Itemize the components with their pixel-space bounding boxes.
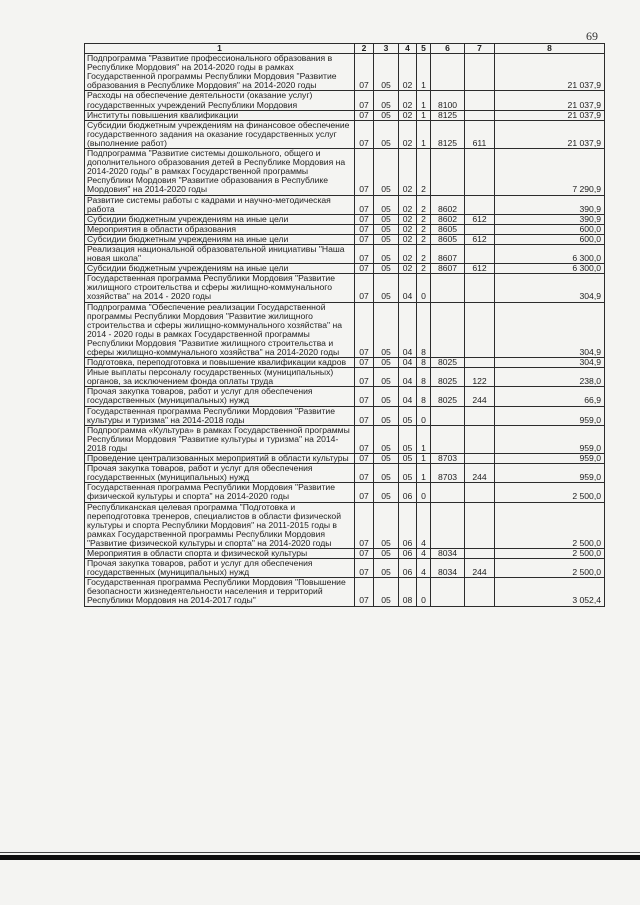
row-code-6 <box>431 425 465 453</box>
row-code-5: 2 <box>417 195 431 214</box>
row-name: Государственная программа Республики Мордовия "Развитие жилищного строительства и сферы жилищно-коммунального хозяйства" на 2014 - 2020 годы <box>85 274 355 302</box>
row-code-7 <box>465 274 495 302</box>
row-code-7 <box>465 110 495 120</box>
row-name: Подпрограмма "Обеспечение реализации Государственной программы Республики Мордовия "Развитие жилищного строительства и сферы жилищно-коммунального хозяйства" на 2014 - 2020 годы в рамках Государственной программы Республики Мордовия "Развитие жилищного строительства и сферы жилищно-коммунального хозяйства" на 2014-2020 годы <box>85 302 355 358</box>
row-sum: 6 300,0 <box>495 244 605 263</box>
row-code-7: 244 <box>465 387 495 406</box>
row-code-7: 122 <box>465 368 495 387</box>
row-name: Государственная программа Республики Мордовия "Повышение безопасности жизнедеятельности населения и территорий Республики Мордовия на 2014-2017 годы" <box>85 578 355 606</box>
row-code-7 <box>465 454 495 464</box>
row-code-2: 07 <box>355 406 374 425</box>
table-row <box>85 368 605 387</box>
row-sum: 959,0 <box>495 464 605 483</box>
row-code-5: 2 <box>417 224 431 234</box>
row-code-6: 8025 <box>431 358 465 368</box>
row-code-4: 04 <box>399 302 417 358</box>
row-code-2: 07 <box>355 387 374 406</box>
row-name: Подготовка, переподготовка и повышение квалификации кадров <box>85 358 355 368</box>
row-code-3: 05 <box>374 214 399 224</box>
row-code-5: 1 <box>417 120 431 148</box>
row-name: Проведение централизованных мероприятий в области культуры <box>85 454 355 464</box>
row-name: Реализация национальной образовательной инициативы "Наша новая школа" <box>85 244 355 263</box>
row-name: Прочая закупка товаров, работ и услуг для обеспечения государственных (муниципальных) нужд <box>85 464 355 483</box>
row-code-4: 02 <box>399 91 417 110</box>
row-name: Республиканская целевая программа "Подготовка и переподготовка тренеров, специалистов в области физической культуры и спорта Республики Мордовия" на 2011-2015 годы в рамках Государственной программы Республики Мордовия "Развитие физической культуры и спорта" на 2014-2020 годы <box>85 502 355 548</box>
table-row <box>85 483 605 502</box>
row-name: Субсидии бюджетным учреждениям на иные цели <box>85 214 355 224</box>
row-name: Прочая закупка товаров, работ и услуг для обеспечения государственных (муниципальных) нужд <box>85 559 355 578</box>
row-name: Мероприятия в области образования <box>85 224 355 234</box>
row-sum: 304,9 <box>495 358 605 368</box>
row-code-2: 07 <box>355 244 374 263</box>
col-header-7: 7 <box>465 44 495 54</box>
row-code-5: 1 <box>417 464 431 483</box>
col-header-6: 6 <box>431 44 465 54</box>
row-code-2: 07 <box>355 358 374 368</box>
row-code-6: 8125 <box>431 110 465 120</box>
table-row <box>85 214 605 224</box>
row-code-4: 04 <box>399 358 417 368</box>
row-code-3: 05 <box>374 502 399 548</box>
table-row <box>85 91 605 110</box>
row-code-6: 8605 <box>431 224 465 234</box>
row-code-5: 4 <box>417 559 431 578</box>
row-sum: 238,0 <box>495 368 605 387</box>
table-row <box>85 110 605 120</box>
row-code-3: 05 <box>374 559 399 578</box>
col-header-4: 4 <box>399 44 417 54</box>
row-code-7: 611 <box>465 120 495 148</box>
row-name: Подпрограмма "Развитие профессионального образования в Республике Мордовия" на 2014-2020 годы в рамках Государственной программы Республики Мордовия "Развитие образования в Республике Мордовия" на 2014-2020 годы <box>85 54 355 91</box>
row-code-4: 02 <box>399 214 417 224</box>
row-code-6: 8602 <box>431 214 465 224</box>
row-code-3: 05 <box>374 244 399 263</box>
row-code-3: 05 <box>374 578 399 606</box>
row-code-3: 05 <box>374 224 399 234</box>
row-code-7 <box>465 425 495 453</box>
row-sum: 2 500,0 <box>495 502 605 548</box>
row-sum: 66,9 <box>495 387 605 406</box>
table-row <box>85 195 605 214</box>
row-code-4: 05 <box>399 425 417 453</box>
row-code-6: 8607 <box>431 264 465 274</box>
row-name: Государственная программа Республики Мордовия "Развитие физической культуры и спорта" на 2014-2020 годы <box>85 483 355 502</box>
row-code-5: 0 <box>417 406 431 425</box>
row-code-5: 4 <box>417 502 431 548</box>
row-code-6 <box>431 54 465 91</box>
col-header-1: 1 <box>85 44 355 54</box>
row-code-7 <box>465 244 495 263</box>
row-code-4: 02 <box>399 110 417 120</box>
row-code-4: 02 <box>399 234 417 244</box>
row-code-2: 07 <box>355 214 374 224</box>
row-code-2: 07 <box>355 425 374 453</box>
row-code-4: 05 <box>399 406 417 425</box>
row-code-7 <box>465 149 495 195</box>
table-row <box>85 244 605 263</box>
row-code-7 <box>465 358 495 368</box>
page-bottom-bar <box>0 855 640 860</box>
row-code-3: 05 <box>374 110 399 120</box>
row-code-4: 04 <box>399 274 417 302</box>
row-name: Мероприятия в области спорта и физической культуры <box>85 548 355 558</box>
row-code-6: 8125 <box>431 120 465 148</box>
row-code-2: 07 <box>355 559 374 578</box>
row-code-5: 1 <box>417 110 431 120</box>
row-sum: 959,0 <box>495 454 605 464</box>
row-code-5: 8 <box>417 302 431 358</box>
page-number: 69 <box>586 29 598 43</box>
row-sum: 304,9 <box>495 274 605 302</box>
row-code-6 <box>431 578 465 606</box>
row-code-7 <box>465 578 495 606</box>
row-sum: 21 037,9 <box>495 110 605 120</box>
row-code-7 <box>465 195 495 214</box>
row-code-4: 06 <box>399 548 417 558</box>
row-code-3: 05 <box>374 425 399 453</box>
row-sum: 600,0 <box>495 234 605 244</box>
row-sum: 21 037,9 <box>495 91 605 110</box>
row-sum: 2 500,0 <box>495 559 605 578</box>
row-code-6 <box>431 274 465 302</box>
row-sum: 390,9 <box>495 195 605 214</box>
page-bottom-line <box>0 852 640 853</box>
row-code-6 <box>431 406 465 425</box>
row-code-4: 02 <box>399 224 417 234</box>
table-row <box>85 54 605 91</box>
row-code-4: 05 <box>399 454 417 464</box>
row-sum: 304,9 <box>495 302 605 358</box>
row-sum: 21 037,9 <box>495 54 605 91</box>
row-code-3: 05 <box>374 234 399 244</box>
row-code-3: 05 <box>374 91 399 110</box>
row-code-3: 05 <box>374 195 399 214</box>
table-row <box>85 502 605 548</box>
row-code-2: 07 <box>355 502 374 548</box>
row-code-2: 07 <box>355 483 374 502</box>
table-row <box>85 274 605 302</box>
row-code-6: 8034 <box>431 548 465 558</box>
col-header-5: 5 <box>417 44 431 54</box>
row-code-4: 02 <box>399 149 417 195</box>
row-sum: 7 290,9 <box>495 149 605 195</box>
row-sum: 21 037,9 <box>495 120 605 148</box>
table-row <box>85 548 605 558</box>
row-code-6: 8607 <box>431 244 465 263</box>
row-code-3: 05 <box>374 264 399 274</box>
row-name: Подпрограмма "Развитие системы дошкольного, общего и дополнительного образования детей в Республике Мордовия на 2014-2020 годы" в рамках Государственной программы Республики Мордовия "Развитие образования в Республике Мордовия" на 2014-2020 годы <box>85 149 355 195</box>
row-code-4: 04 <box>399 387 417 406</box>
row-code-7: 244 <box>465 559 495 578</box>
row-code-5: 1 <box>417 454 431 464</box>
row-code-2: 07 <box>355 91 374 110</box>
row-code-6: 8025 <box>431 368 465 387</box>
row-name: Государственная программа Республики Мордовия "Развитие культуры и туризма" на 2014-2018 годы <box>85 406 355 425</box>
row-code-3: 05 <box>374 548 399 558</box>
row-code-6: 8034 <box>431 559 465 578</box>
row-code-5: 8 <box>417 368 431 387</box>
table-row <box>85 264 605 274</box>
row-sum: 2 500,0 <box>495 548 605 558</box>
row-code-3: 05 <box>374 358 399 368</box>
table-row <box>85 224 605 234</box>
table-row <box>85 425 605 453</box>
row-code-7 <box>465 548 495 558</box>
row-code-7 <box>465 91 495 110</box>
row-code-6: 8703 <box>431 464 465 483</box>
row-name: Институты повышения квалификации <box>85 110 355 120</box>
budget-table <box>84 43 605 607</box>
row-code-5: 1 <box>417 91 431 110</box>
row-code-5: 0 <box>417 578 431 606</box>
row-code-2: 07 <box>355 548 374 558</box>
row-code-4: 02 <box>399 54 417 91</box>
row-code-5: 8 <box>417 387 431 406</box>
row-code-2: 07 <box>355 234 374 244</box>
row-code-3: 05 <box>374 274 399 302</box>
row-code-7 <box>465 406 495 425</box>
row-code-4: 06 <box>399 502 417 548</box>
row-code-2: 07 <box>355 54 374 91</box>
table-row <box>85 406 605 425</box>
row-sum: 2 500,0 <box>495 483 605 502</box>
col-header-8: 8 <box>495 44 605 54</box>
row-sum: 959,0 <box>495 425 605 453</box>
row-code-3: 05 <box>374 387 399 406</box>
row-code-4: 04 <box>399 368 417 387</box>
row-code-2: 07 <box>355 454 374 464</box>
row-name: Расходы на обеспечение деятельности (оказание услуг) государственных учреждений Республики Мордовия <box>85 91 355 110</box>
row-name: Прочая закупка товаров, работ и услуг для обеспечения государственных (муниципальных) нужд <box>85 387 355 406</box>
table-row <box>85 120 605 148</box>
row-name: Субсидии бюджетным учреждениям на финансовое обеспечение государственного задания на оказание государственных услуг (выполнение работ) <box>85 120 355 148</box>
row-code-7 <box>465 302 495 358</box>
row-code-3: 05 <box>374 464 399 483</box>
row-code-6: 8025 <box>431 387 465 406</box>
row-code-5: 1 <box>417 54 431 91</box>
row-code-4: 02 <box>399 244 417 263</box>
row-sum: 390,9 <box>495 214 605 224</box>
row-code-4: 05 <box>399 464 417 483</box>
col-header-3: 3 <box>374 44 399 54</box>
row-code-3: 05 <box>374 454 399 464</box>
table-row <box>85 234 605 244</box>
row-code-5: 8 <box>417 358 431 368</box>
table-row <box>85 302 605 358</box>
header-row <box>85 44 605 54</box>
row-code-3: 05 <box>374 483 399 502</box>
row-code-6: 8602 <box>431 195 465 214</box>
row-code-2: 07 <box>355 302 374 358</box>
row-code-2: 07 <box>355 264 374 274</box>
table-row <box>85 358 605 368</box>
row-code-5: 1 <box>417 425 431 453</box>
row-sum: 3 052,4 <box>495 578 605 606</box>
row-code-4: 08 <box>399 578 417 606</box>
row-sum: 6 300,0 <box>495 264 605 274</box>
row-code-6 <box>431 483 465 502</box>
row-code-6: 8605 <box>431 234 465 244</box>
row-code-3: 05 <box>374 302 399 358</box>
row-code-6 <box>431 302 465 358</box>
row-code-7 <box>465 483 495 502</box>
row-code-7: 612 <box>465 214 495 224</box>
row-code-2: 07 <box>355 195 374 214</box>
row-name: Субсидии бюджетным учреждениям на иные цели <box>85 264 355 274</box>
row-code-5: 2 <box>417 149 431 195</box>
row-code-7: 244 <box>465 464 495 483</box>
row-code-6 <box>431 149 465 195</box>
row-code-3: 05 <box>374 368 399 387</box>
row-code-5: 0 <box>417 483 431 502</box>
row-code-2: 07 <box>355 224 374 234</box>
table-row <box>85 578 605 606</box>
row-code-6 <box>431 502 465 548</box>
row-code-7: 612 <box>465 234 495 244</box>
row-code-4: 02 <box>399 264 417 274</box>
row-code-2: 07 <box>355 368 374 387</box>
row-code-3: 05 <box>374 120 399 148</box>
row-name: Иные выплаты персоналу государственных (муниципальных) органов, за исключением фонда оплаты труда <box>85 368 355 387</box>
row-code-4: 06 <box>399 559 417 578</box>
table-row <box>85 464 605 483</box>
table-row <box>85 559 605 578</box>
table-body <box>85 54 605 606</box>
row-sum: 959,0 <box>495 406 605 425</box>
row-code-7 <box>465 502 495 548</box>
row-code-2: 07 <box>355 274 374 302</box>
row-name: Подпрограмма «Культура» в рамках Государственной программы Республики Мордовия "Развитие культуры и туризма" на 2014-2018 годы <box>85 425 355 453</box>
row-code-5: 2 <box>417 214 431 224</box>
col-header-2: 2 <box>355 44 374 54</box>
row-code-2: 07 <box>355 110 374 120</box>
table-row <box>85 387 605 406</box>
row-code-4: 06 <box>399 483 417 502</box>
row-code-7: 612 <box>465 264 495 274</box>
row-code-3: 05 <box>374 149 399 195</box>
row-code-2: 07 <box>355 149 374 195</box>
table-row <box>85 454 605 464</box>
row-name: Субсидии бюджетным учреждениям на иные цели <box>85 234 355 244</box>
row-code-6: 8703 <box>431 454 465 464</box>
row-code-4: 02 <box>399 195 417 214</box>
row-code-6: 8100 <box>431 91 465 110</box>
row-name: Развитие системы работы с кадрами и научно-методическая работа <box>85 195 355 214</box>
row-code-5: 0 <box>417 274 431 302</box>
row-code-7 <box>465 224 495 234</box>
row-code-2: 07 <box>355 578 374 606</box>
row-code-5: 2 <box>417 244 431 263</box>
table-row <box>85 149 605 195</box>
row-code-7 <box>465 54 495 91</box>
row-code-3: 05 <box>374 54 399 91</box>
row-code-2: 07 <box>355 120 374 148</box>
row-code-4: 02 <box>399 120 417 148</box>
row-code-5: 4 <box>417 548 431 558</box>
row-code-2: 07 <box>355 464 374 483</box>
row-code-5: 2 <box>417 264 431 274</box>
row-code-3: 05 <box>374 406 399 425</box>
row-sum: 600,0 <box>495 224 605 234</box>
row-code-5: 2 <box>417 234 431 244</box>
